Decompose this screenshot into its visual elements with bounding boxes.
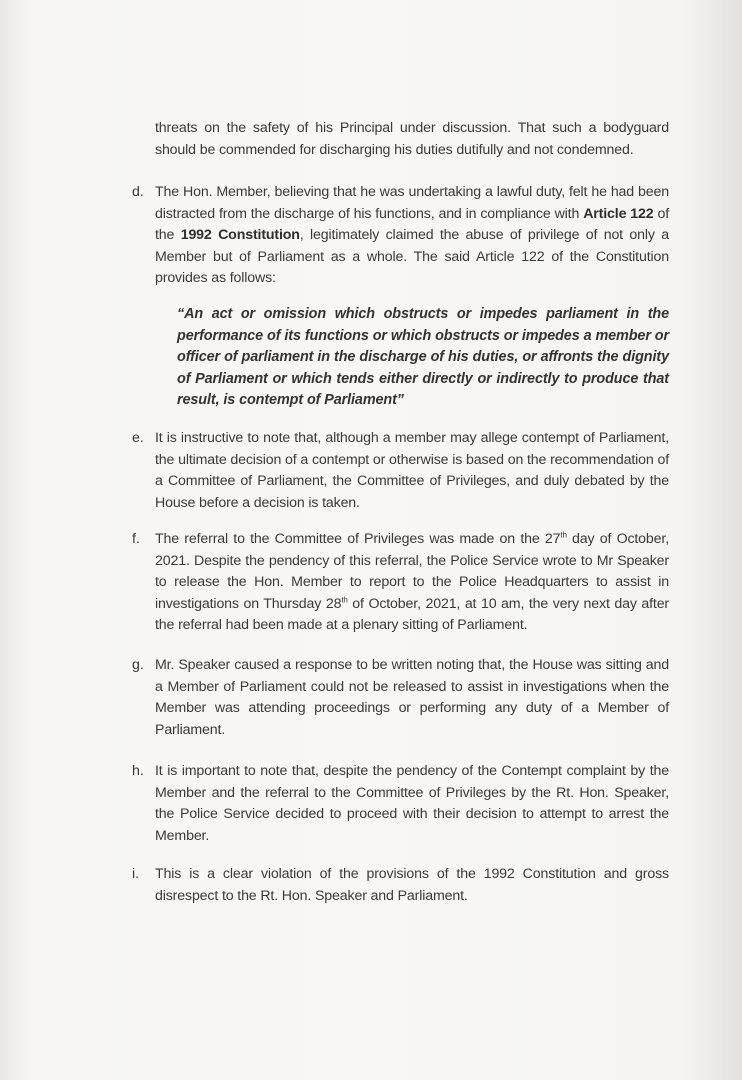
item-e-paragraph <box>155 428 669 514</box>
item-d-paragraph <box>155 182 669 290</box>
item-i-paragraph <box>155 864 669 907</box>
item-f-text: The referral to the Committee of Privileges was made on the 27th day of October, 2021. Despite the pendency of this referral, the Police Service wrote to Mr Speaker to release the Hon. Member to report to the Police Headquarters to assist in investigations on Thursday 28th of October, 2021, at 10 am, the very next day after the referral had been made at a plenary sitting of Parliament. <box>155 530 670 634</box>
item-i-text: This is a clear violation of the provisions of the 1992 Constitution and gross disrespect to the Rt. Hon. Speaker and Parliament. <box>155 866 669 904</box>
item-d-text: The Hon. Member, believing that he was undertaking a lawful duty, felt he had been distracted from the discharge of his functions, and in compliance with Article 122 of the 1992 Constitution, legitimately claimed the abuse of privilege of not only a Member but of Parliament as a whole. The said Article 122 of the Constitution provides as follows: <box>155 184 670 287</box>
item-h-text: It is important to note that, despite the pendency of the Contempt complaint by the Member and the referral to the Committee of Privileges by the Rt. Hon. Speaker, the Police Service decided to proceed with their decision to attempt to arrest the Member. <box>155 763 669 844</box>
item-e-marker: e. <box>132 430 144 446</box>
item-g-text: Mr. Speaker caused a response to be written noting that, the House was sitting and a Member of Parliament could not be released to assist in investigations when the Member was attending proceedings or performing any duty of a Member of Parliament. <box>155 657 669 738</box>
article-122-quote: “An act or omission which obstructs or impedes parliament in the performance of its functions or which obstructs or impedes a member or officer of parliament in the discharge of his duties, or affronts the dignity of Parliament or which tends either directly or indirectly to produce that result, is contempt of Parliament” <box>177 306 669 409</box>
item-h-marker: h. <box>132 763 144 779</box>
item-g-paragraph <box>155 655 669 741</box>
item-g-marker: g. <box>132 657 144 673</box>
continuation-text: threats on the safety of his Principal under discussion. That such a bodyguard should be commended for discharging his duties dutifully and not condemned. <box>155 120 669 158</box>
item-h-paragraph <box>155 761 669 847</box>
continuation-paragraph <box>155 118 669 161</box>
item-i-marker: i. <box>132 866 140 882</box>
item-d-marker: d. <box>132 184 144 200</box>
item-f-paragraph <box>155 529 669 637</box>
constitution-ref: 1992 Constitution <box>180 227 300 244</box>
item-f-marker: f. <box>132 531 140 547</box>
item-e-text: It is instructive to note that, although a member may allege contempt of Parliament, the ultimate decision of a contempt or otherwise is based on the recommendation of a Committee of Parliament, the Committee of Privileges, and duly debated by the House before a decision is taken. <box>155 430 669 511</box>
article-ref: Article 122 <box>583 205 654 222</box>
